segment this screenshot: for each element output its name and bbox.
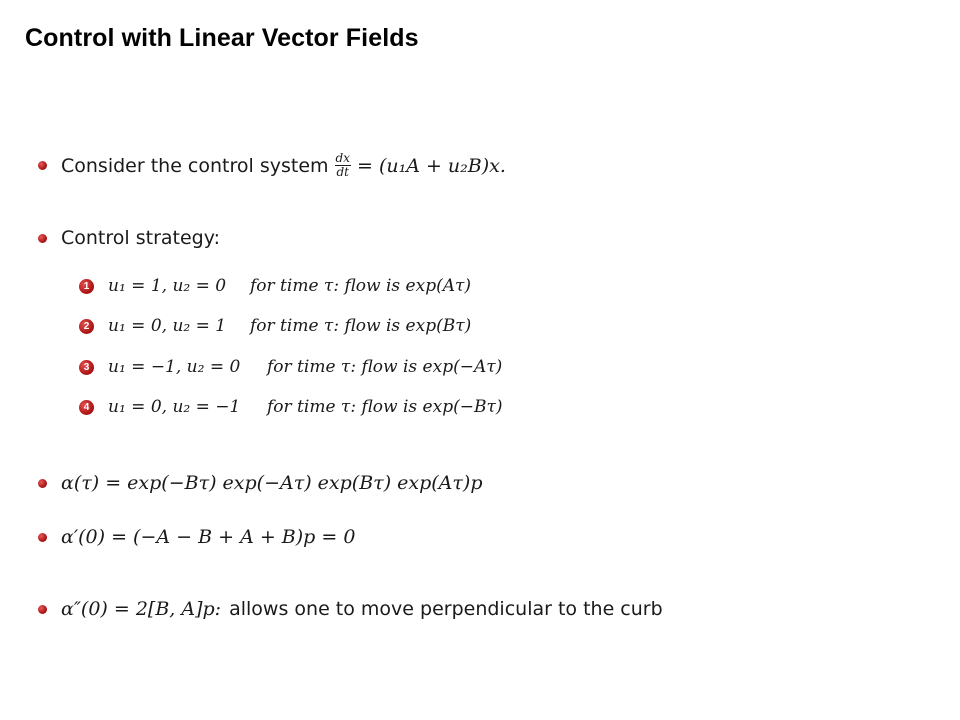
bullet-alpha-first-derivative — [38, 526, 355, 548]
bullet-alpha-definition — [38, 472, 483, 494]
step-control-values: u₁ = −1, u₂ = 0 — [108, 357, 241, 377]
bullet-dot — [38, 479, 47, 488]
bullet-text: Control strategy: — [61, 227, 220, 249]
fraction-denominator: dt — [336, 165, 350, 179]
step-number-badge: 2 — [79, 319, 94, 334]
step-flow: for time τ: flow is exp(Aτ) — [250, 276, 472, 296]
step-number-badge: 4 — [79, 400, 94, 415]
step-flow: for time τ: flow is exp(−Aτ) — [267, 357, 503, 377]
alpha-equation: α(τ) = exp(−Bτ) exp(−Aτ) exp(Bτ) exp(Aτ)p — [61, 472, 483, 494]
step-control-values: u₁ = 0, u₂ = −1 — [108, 397, 241, 417]
system-equation: = (u₁A + u₂B)x. — [356, 154, 506, 177]
bullet-alpha-second-derivative — [38, 598, 663, 620]
bullet-dot — [38, 161, 47, 170]
bullet-text: Consider the control system — [61, 154, 329, 177]
step-number-badge: 3 — [79, 360, 94, 375]
bullet-control-strategy — [38, 227, 220, 249]
step-number-badge: 1 — [79, 279, 94, 294]
fraction-numerator: dx — [335, 151, 350, 165]
bullet-dot — [38, 605, 47, 614]
strategy-step-4 — [79, 397, 502, 417]
step-control-values: u₁ = 0, u₂ = 1 — [108, 316, 227, 336]
step-flow: for time τ: flow is exp(−Bτ) — [267, 397, 503, 417]
derivative-fraction — [335, 152, 351, 179]
bullet-dot — [38, 234, 47, 243]
bullet-control-system — [38, 152, 506, 179]
alpha-double-prime-equation: α″(0) = 2[B, A]p: — [61, 598, 222, 620]
bullet-text: allows one to move perpendicular to the curb — [229, 598, 663, 620]
strategy-step-3 — [79, 357, 502, 377]
step-flow: for time τ: flow is exp(Bτ) — [250, 316, 472, 336]
strategy-step-1 — [79, 276, 471, 296]
bullet-dot — [38, 533, 47, 542]
alpha-prime-equation: α′(0) = (−A − B + A + B)p = 0 — [61, 526, 356, 548]
step-control-values: u₁ = 1, u₂ = 0 — [108, 276, 227, 296]
slide-title: Control with Linear Vector Fields — [25, 24, 419, 52]
strategy-step-2 — [79, 316, 471, 336]
